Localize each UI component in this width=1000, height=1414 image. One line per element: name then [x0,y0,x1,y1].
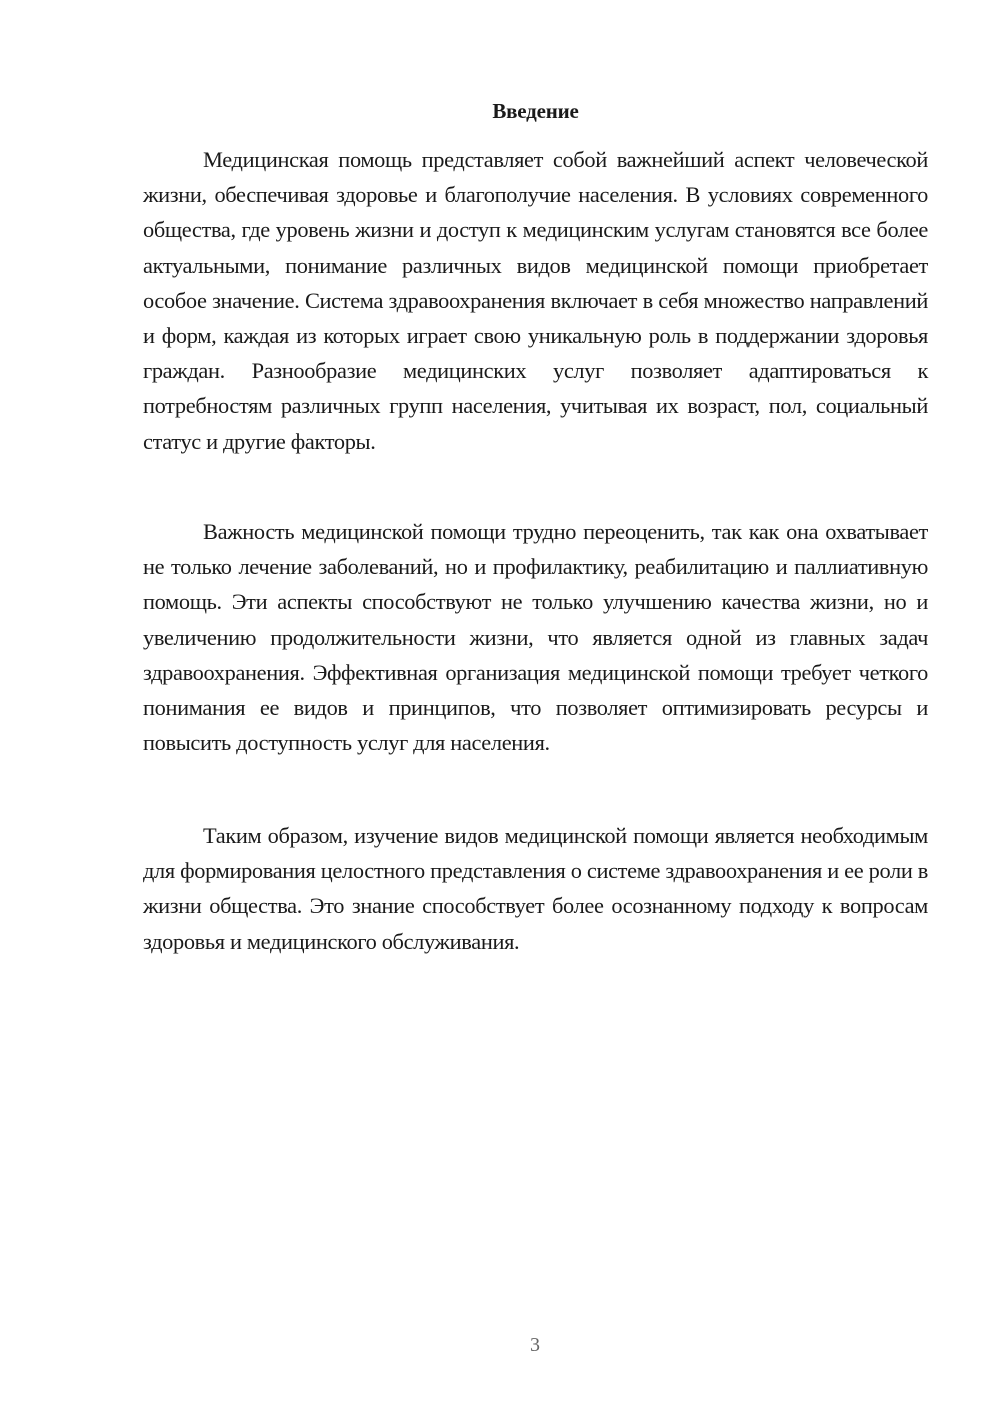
paragraph-intro: Медицинская помощь представляет собой важнейший аспект человеческой жизни, обеспечивая здоровье и благополучие населения. В условиях современного общества, где уровень жизни и доступ к медицинским услугам становятся все более актуальными, понимание различных видов медицинской помощи приобретает особое значение. Система здравоохранения включает в себя множество направлений и форм, каждая из которых играет свою уникальную роль в поддержании здоровья граждан. Разнообразие медицинских услуг позволяет адаптироваться к потребностям различных групп населения, учитывая их возраст, пол, социальный статус и другие факторы. [143,147,928,454]
page-title: Введение [492,99,579,123]
paragraph-conclusion: Таким образом, изучение видов медицинской помощи является необходимым для формирования целостного представления о системе здравоохранения и ее роли в жизни общества. Это знание способствует более осознанному подходу к вопросам здоровья и медицинского обслуживания. [143,823,928,954]
paragraph-importance: Важность медицинской помощи трудно переоценить, так как она охватывает не только лечение заболеваний, но и профилактику, реабилитацию и паллиативную помощь. Эти аспекты способствуют не только улучшению качества жизни, но и увеличению продолжительности жизни, что является одной из главных задач здравоохранения. Эффективная организация медицинской помощи требует четкого понимания ее видов и принципов, что позволяет оптимизировать ресурсы и повысить доступность услуг для населения. [143,519,928,756]
page-number: 3 [530,1334,540,1356]
